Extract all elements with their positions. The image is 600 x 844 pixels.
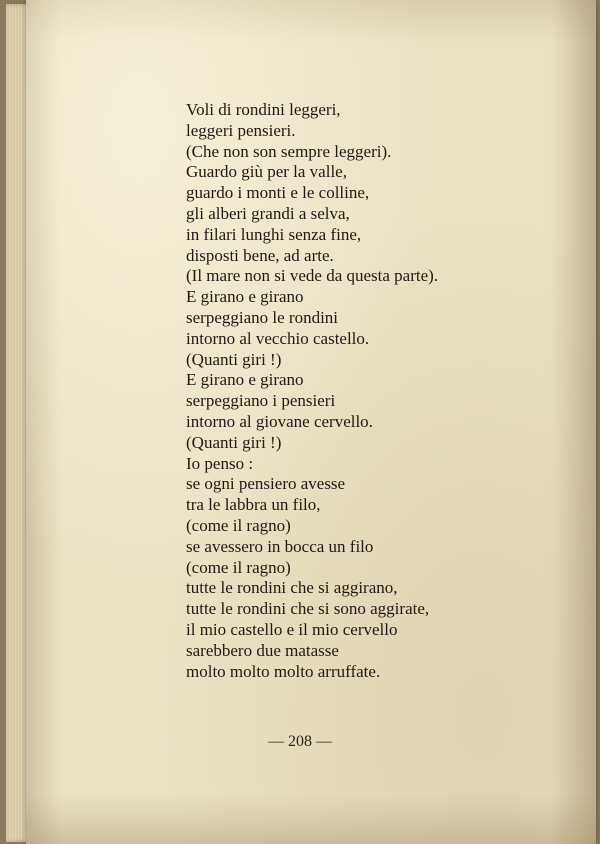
poem-line: Voli di rondini leggeri, [186,100,341,119]
poem-line: sarebbero due matasse [186,640,339,660]
poem-line: serpeggiano le rondini [186,307,339,327]
poem-line: intorno al vecchio castello. [186,328,370,348]
poem-line: (come il ragno) [186,557,291,577]
poem-line: (Il mare non si vede da questa parte). [186,266,439,286]
poem-line: tutte le rondini che si aggirano, [186,578,398,598]
poem-line: intorno al giovane cervello. [186,411,373,431]
page-number: — 208 — [268,733,332,750]
poem-line: se ogni pensiero avesse [186,474,346,494]
poem-line: (Che non son sempre leggeri). [186,141,392,161]
poem-line: gli alberi grandi a selva, [186,203,350,223]
poem-line: tutte le rondini che si sono aggirate, [186,599,430,619]
poem-line: Guardo giù per la valle, [186,162,347,182]
poem-line: Io penso : [186,453,254,473]
poem-line: molto molto molto arruffate. [186,661,381,681]
poem-line: (Quanti giri !) [186,349,282,369]
poem-line: serpeggiano i pensieri [186,391,336,411]
poem-line: in filari lunghi senza fine, [186,224,362,244]
poem-line: (Quanti giri !) [186,432,282,452]
poem-text [186,100,566,682]
poem-line: E girano e girano [186,370,304,390]
poem-line: disposti bene, ad arte. [186,245,334,265]
poem-line: E girano e girano [186,287,304,307]
poem-line: guardo i monti e le colline, [186,183,370,203]
poem-line: (come il ragno) [186,515,291,535]
poem-line: se avessero in bocca un filo [186,536,374,556]
poem-line: tra le labbra un filo, [186,495,321,515]
poem-line: il mio castello e il mio cervello [186,619,398,639]
poem-line: leggeri pensieri. [186,120,296,140]
